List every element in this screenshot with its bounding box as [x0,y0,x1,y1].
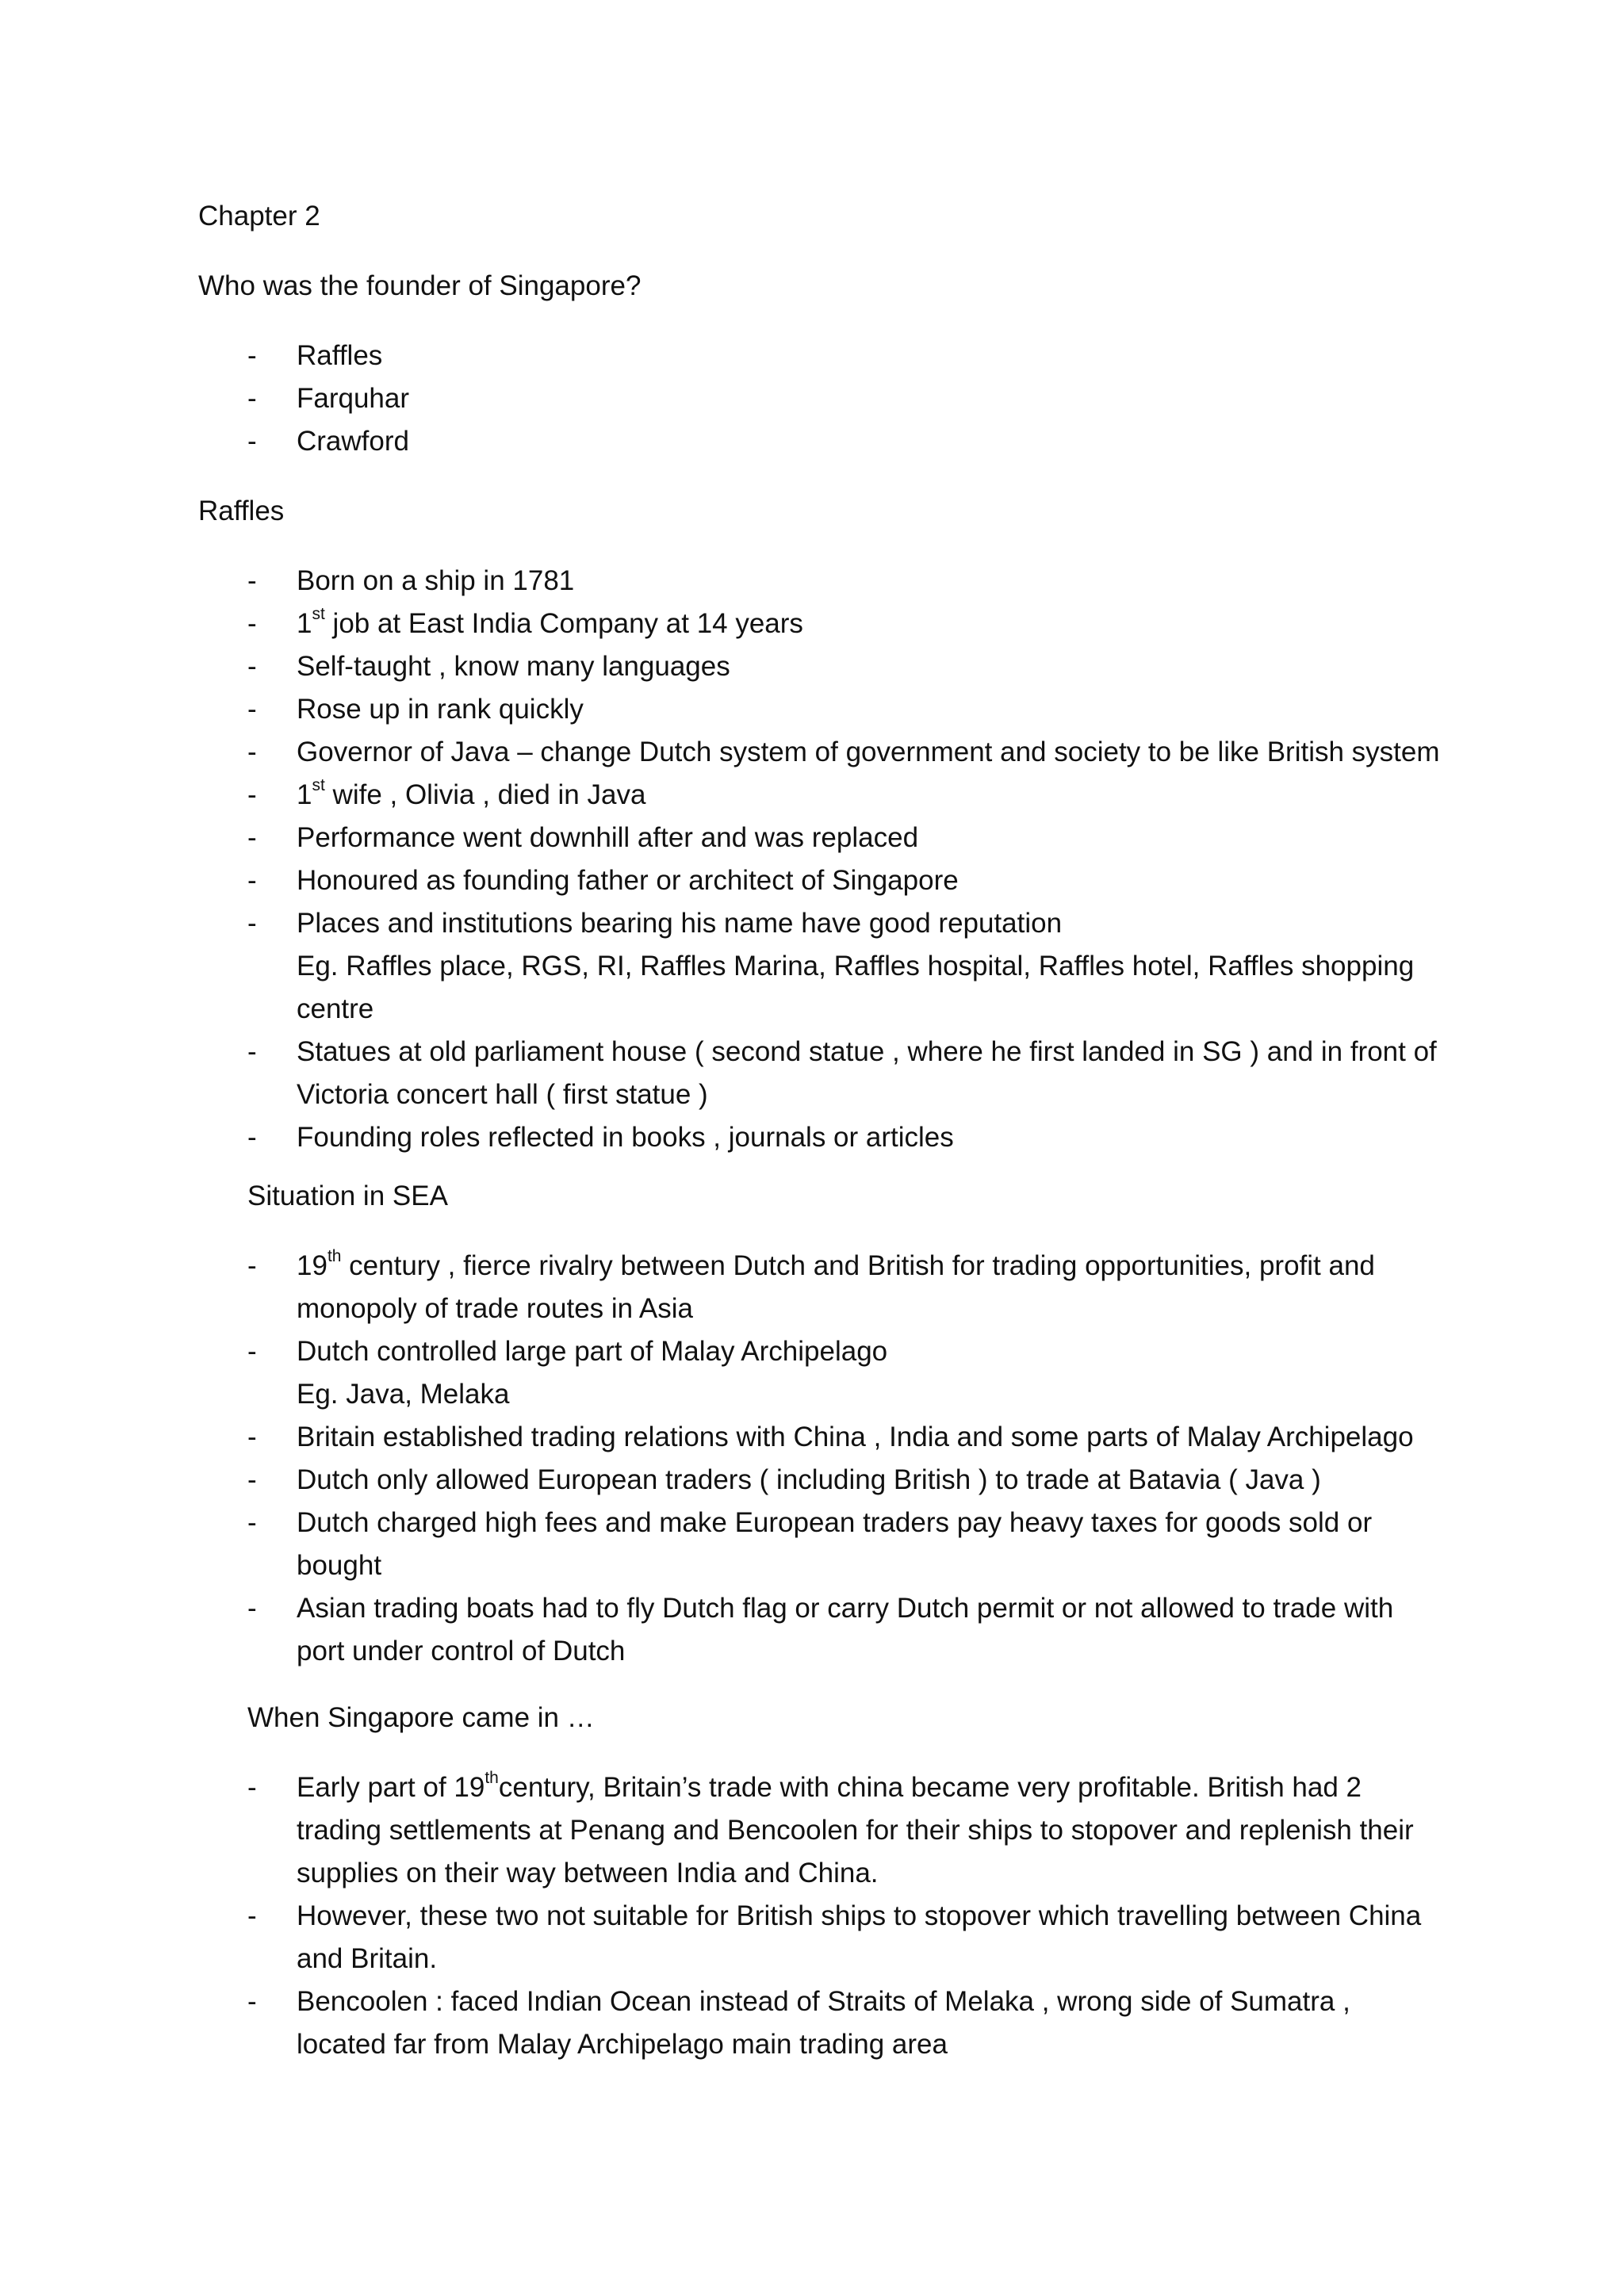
list-item: - Dutch controlled large part of Malay Archipelago Eg. Java, Melaka [247,1336,888,1410]
list-item: - Bencoolen : faced Indian Ocean instead of Straits of Melaka , wrong side of Sumatra , located far from Malay Archipelago main trading area [247,1986,1350,2060]
list-item: - However, these two not suitable for British ships to stopover which travelling between China and Britain. [247,1900,1422,1974]
list-item: - Statues at old parliament house ( second statue , where he first landed in SG ) and in front of Victoria concert hall ( first statue ) [247,1036,1437,1110]
list-item: - Farquhar [0,377,409,420]
list-item: - Asian trading boats had to fly Dutch flag or carry Dutch permit or not allowed to trade with port under control of Dutch [247,1593,1394,1667]
raffles-list [0,560,1440,1159]
list-item: - Early part of 19thcentury, Britain’s trade with china became very profitable. British had 2 trading settlements at Penang and Bencoolen for their ships to stopover and replenish their supplies on their way between India and China. [247,1769,1414,1888]
list-item: - Dutch charged high fees and make European traders pay heavy taxes for goods sold or bought [247,1507,1373,1581]
sea-heading: Situation in SEA [247,1181,448,1211]
question-text: Who was the founder of Singapore? [198,270,642,301]
sg-heading: When Singapore came in … [247,1702,595,1733]
list-item: - Crawford [0,420,409,463]
bullet-dash: - [247,383,257,414]
raffles-heading: Raffles [198,496,285,526]
founders-list [0,335,409,463]
list-item: - Performance went downhill after and was replaced [247,822,919,853]
list-item: - Honoured as founding father or architect of Singapore [247,865,959,896]
list-item: - 1st job at East India Company at 14 years [247,605,803,639]
list-item: - Britain established trading relations with China , India and some parts of Malay Archipelago [247,1422,1414,1452]
list-item: - Self-taught , know many languages [247,651,730,682]
sg-list [0,1766,1421,2066]
list-item: - Born on a ship in 1781 [247,565,575,596]
bullet-dash: - [247,340,257,371]
list-item: - Founding roles reflected in books , journals or articles [247,1122,954,1153]
list-item: - Dutch only allowed European traders ( including British ) to trade at Batavia ( Java ) [247,1464,1321,1495]
list-item: - 19th century , fierce rivalry between Dutch and British for trading opportunities, profit and monopoly of trade routes in Asia [247,1247,1375,1324]
list-item: - Governor of Java – change Dutch system of government and society to be like British system [247,737,1440,767]
list-item: - 1st wife , Olivia , died in Java [247,776,646,810]
bullet-dash: - [247,426,257,457]
sea-list [0,1245,1414,1673]
list-item: - Places and institutions bearing his name have good reputation Eg. Raffles place, RGS, RI, Raffles Marina, Raffles hospital, Raffles hotel, Raffles shopping centre [247,908,1415,1024]
chapter-title: Chapter 2 [198,201,320,232]
list-item: - Rose up in rank quickly [247,694,584,725]
list-item: - Raffles [0,335,409,377]
